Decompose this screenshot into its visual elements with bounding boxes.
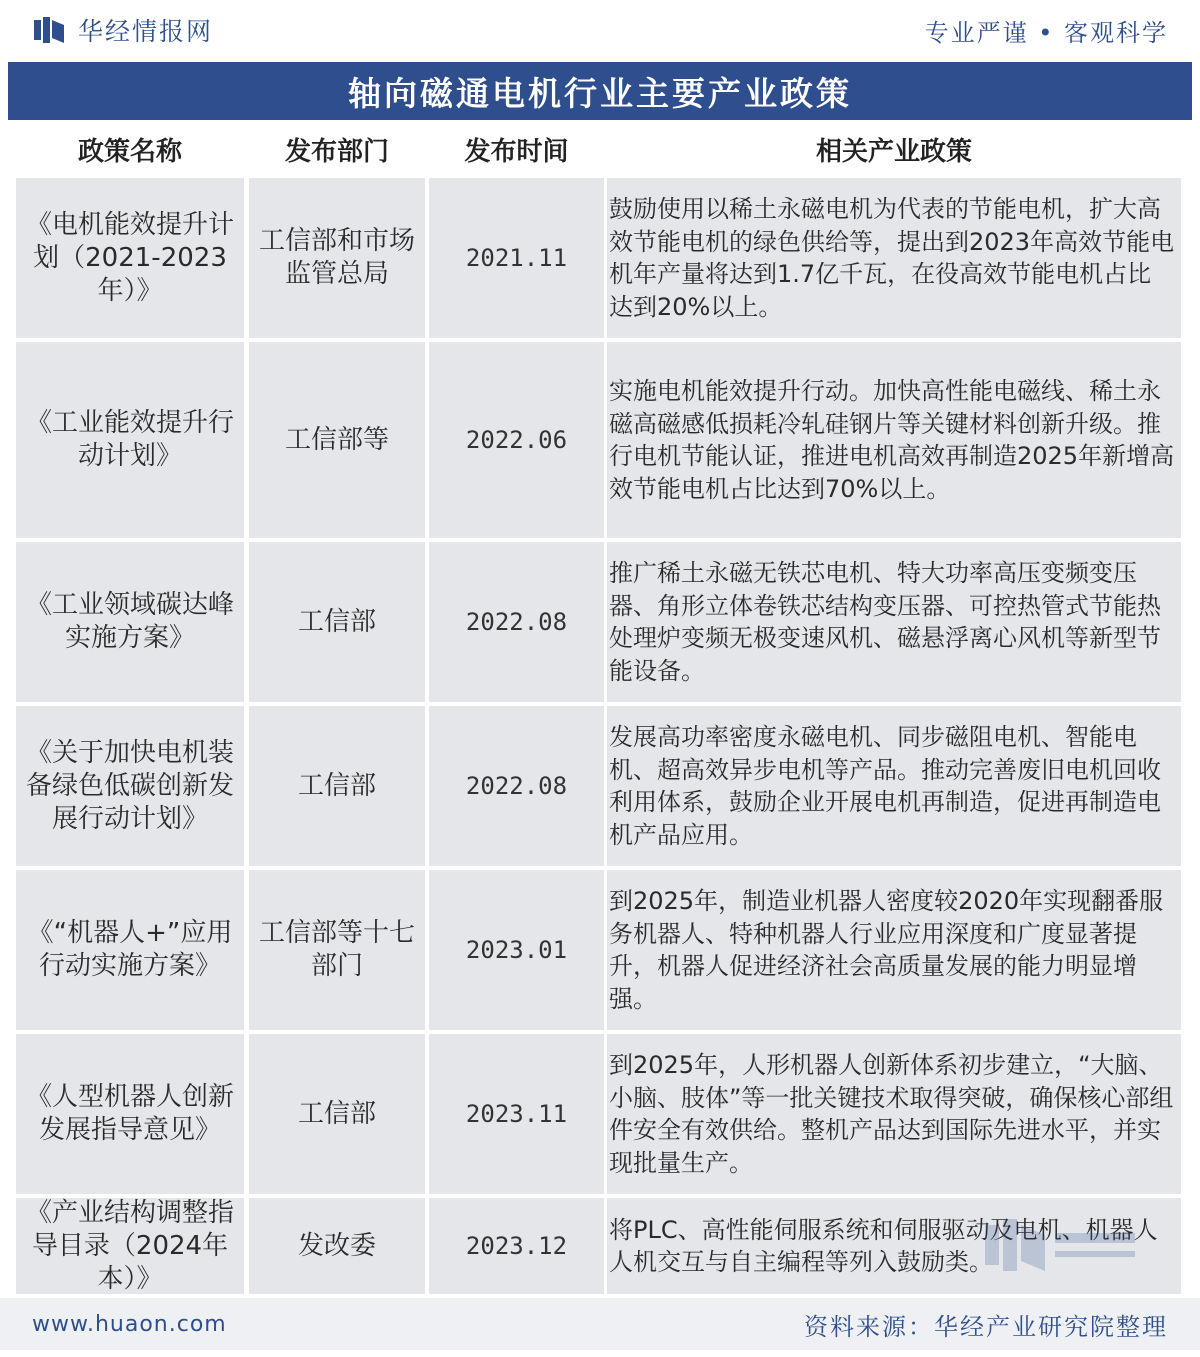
column-header-date: 发布时间 <box>464 136 569 167</box>
column-header-policy: 相关产业政策 <box>815 136 972 167</box>
policy-name: 《工业领域碳达峰实施方案》 <box>16 542 244 702</box>
table-row <box>16 706 1181 866</box>
page-title: 轴向磁通电机行业主要产业政策 <box>348 73 852 113</box>
footer <box>0 1298 1200 1350</box>
website-link[interactable]: www.huaon.com <box>32 1311 227 1337</box>
policy-table <box>16 178 1181 1298</box>
table-row <box>16 1034 1181 1194</box>
title-bar <box>8 62 1192 120</box>
policy-date: 2023.01 <box>429 870 604 1030</box>
huajing-logo-icon <box>34 17 64 43</box>
brand <box>34 12 213 48</box>
brand-name: 华经情报网 <box>78 17 214 46</box>
policy-content: 到2025年，制造业机器人密度较2020年实现翻番服务机器人、特种机器人行业应用深度和广度显著提升，机器人促进经济社会高质量发展的能力明显增强。 <box>607 870 1181 1030</box>
policy-name: 《人型机器人创新发展指导意见》 <box>16 1034 244 1194</box>
policy-content: 发展高功率密度永磁电机、同步磁阻电机、智能电机、超高效异步电机等产品。推动完善废旧电机回收利用体系，鼓励企业开展电机再制造，促进再制造电机产品应用。 <box>607 706 1181 866</box>
policy-date: 2022.08 <box>429 542 604 702</box>
policy-name: 《关于加快电机装备绿色低碳创新发展行动计划》 <box>16 706 244 866</box>
source-note: 资料来源：华经产业研究院整理 <box>804 1312 1168 1341</box>
top-bar <box>0 0 1200 60</box>
table-row <box>16 870 1181 1030</box>
table-row <box>16 542 1181 702</box>
policy-content: 鼓励使用以稀土永磁电机为代表的节能电机，扩大高效节能电机的绿色供给等，提出到2023年高效节能电机年产量将达到1.7亿千瓦，在役高效节能电机占比达到20%以上。 <box>607 178 1181 338</box>
policy-content: 将PLC、高性能伺服系统和伺服驱动及电机、机器人人机交互与自主编程等列入鼓励类。 <box>607 1198 1181 1294</box>
policy-dept: 发改委 <box>249 1198 425 1294</box>
slogan: 专业严谨 • 客观科学 <box>924 18 1168 47</box>
table-row <box>16 178 1181 338</box>
policy-dept: 工信部 <box>249 706 425 866</box>
policy-content: 推广稀土永磁无铁芯电机、特大功率高压变频变压器、角形立体卷铁芯结构变压器、可控热管式节能热处理炉变频无极变速风机、磁悬浮离心风机等新型节能设备。 <box>607 542 1181 702</box>
policy-dept: 工信部 <box>249 1034 425 1194</box>
policy-dept: 工信部 <box>249 542 425 702</box>
policy-date: 2021.11 <box>429 178 604 338</box>
table-row <box>16 342 1181 538</box>
policy-date: 2023.12 <box>429 1198 604 1294</box>
policy-date: 2023.11 <box>429 1034 604 1194</box>
policy-date: 2022.08 <box>429 706 604 866</box>
policy-name: 《工业能效提升行动计划》 <box>16 342 244 538</box>
policy-dept: 工信部等 <box>249 342 425 538</box>
policy-name: 《“机器人+”应用行动实施方案》 <box>16 870 244 1030</box>
policy-content: 到2025年，人形机器人创新体系初步建立，“大脑、小脑、肢体”等一批关键技术取得突破，确保核心部组件安全有效供给。整机产品达到国际先进水平，并实现批量生产。 <box>607 1034 1181 1194</box>
table-row <box>16 1198 1181 1294</box>
column-header-dept: 发布部门 <box>284 136 389 167</box>
policy-dept: 工信部和市场监管总局 <box>249 178 425 338</box>
policy-date: 2022.06 <box>429 342 604 538</box>
policy-name: 《电机能效提升计划（2021-2023年）》 <box>16 178 244 338</box>
policy-dept: 工信部等十七部门 <box>249 870 425 1030</box>
column-header-name: 政策名称 <box>77 136 182 167</box>
table-header <box>16 123 1181 175</box>
policy-content: 实施电机能效提升行动。加快高性能电磁线、稀土永磁高磁感低损耗冷轧硅钢片等关键材料创新升级。推行电机节能认证，推进电机高效再制造2025年新增高效节能电机占比达到70%以上。 <box>607 342 1181 538</box>
policy-name: 《产业结构调整指导目录（2024年本）》 <box>16 1198 244 1294</box>
